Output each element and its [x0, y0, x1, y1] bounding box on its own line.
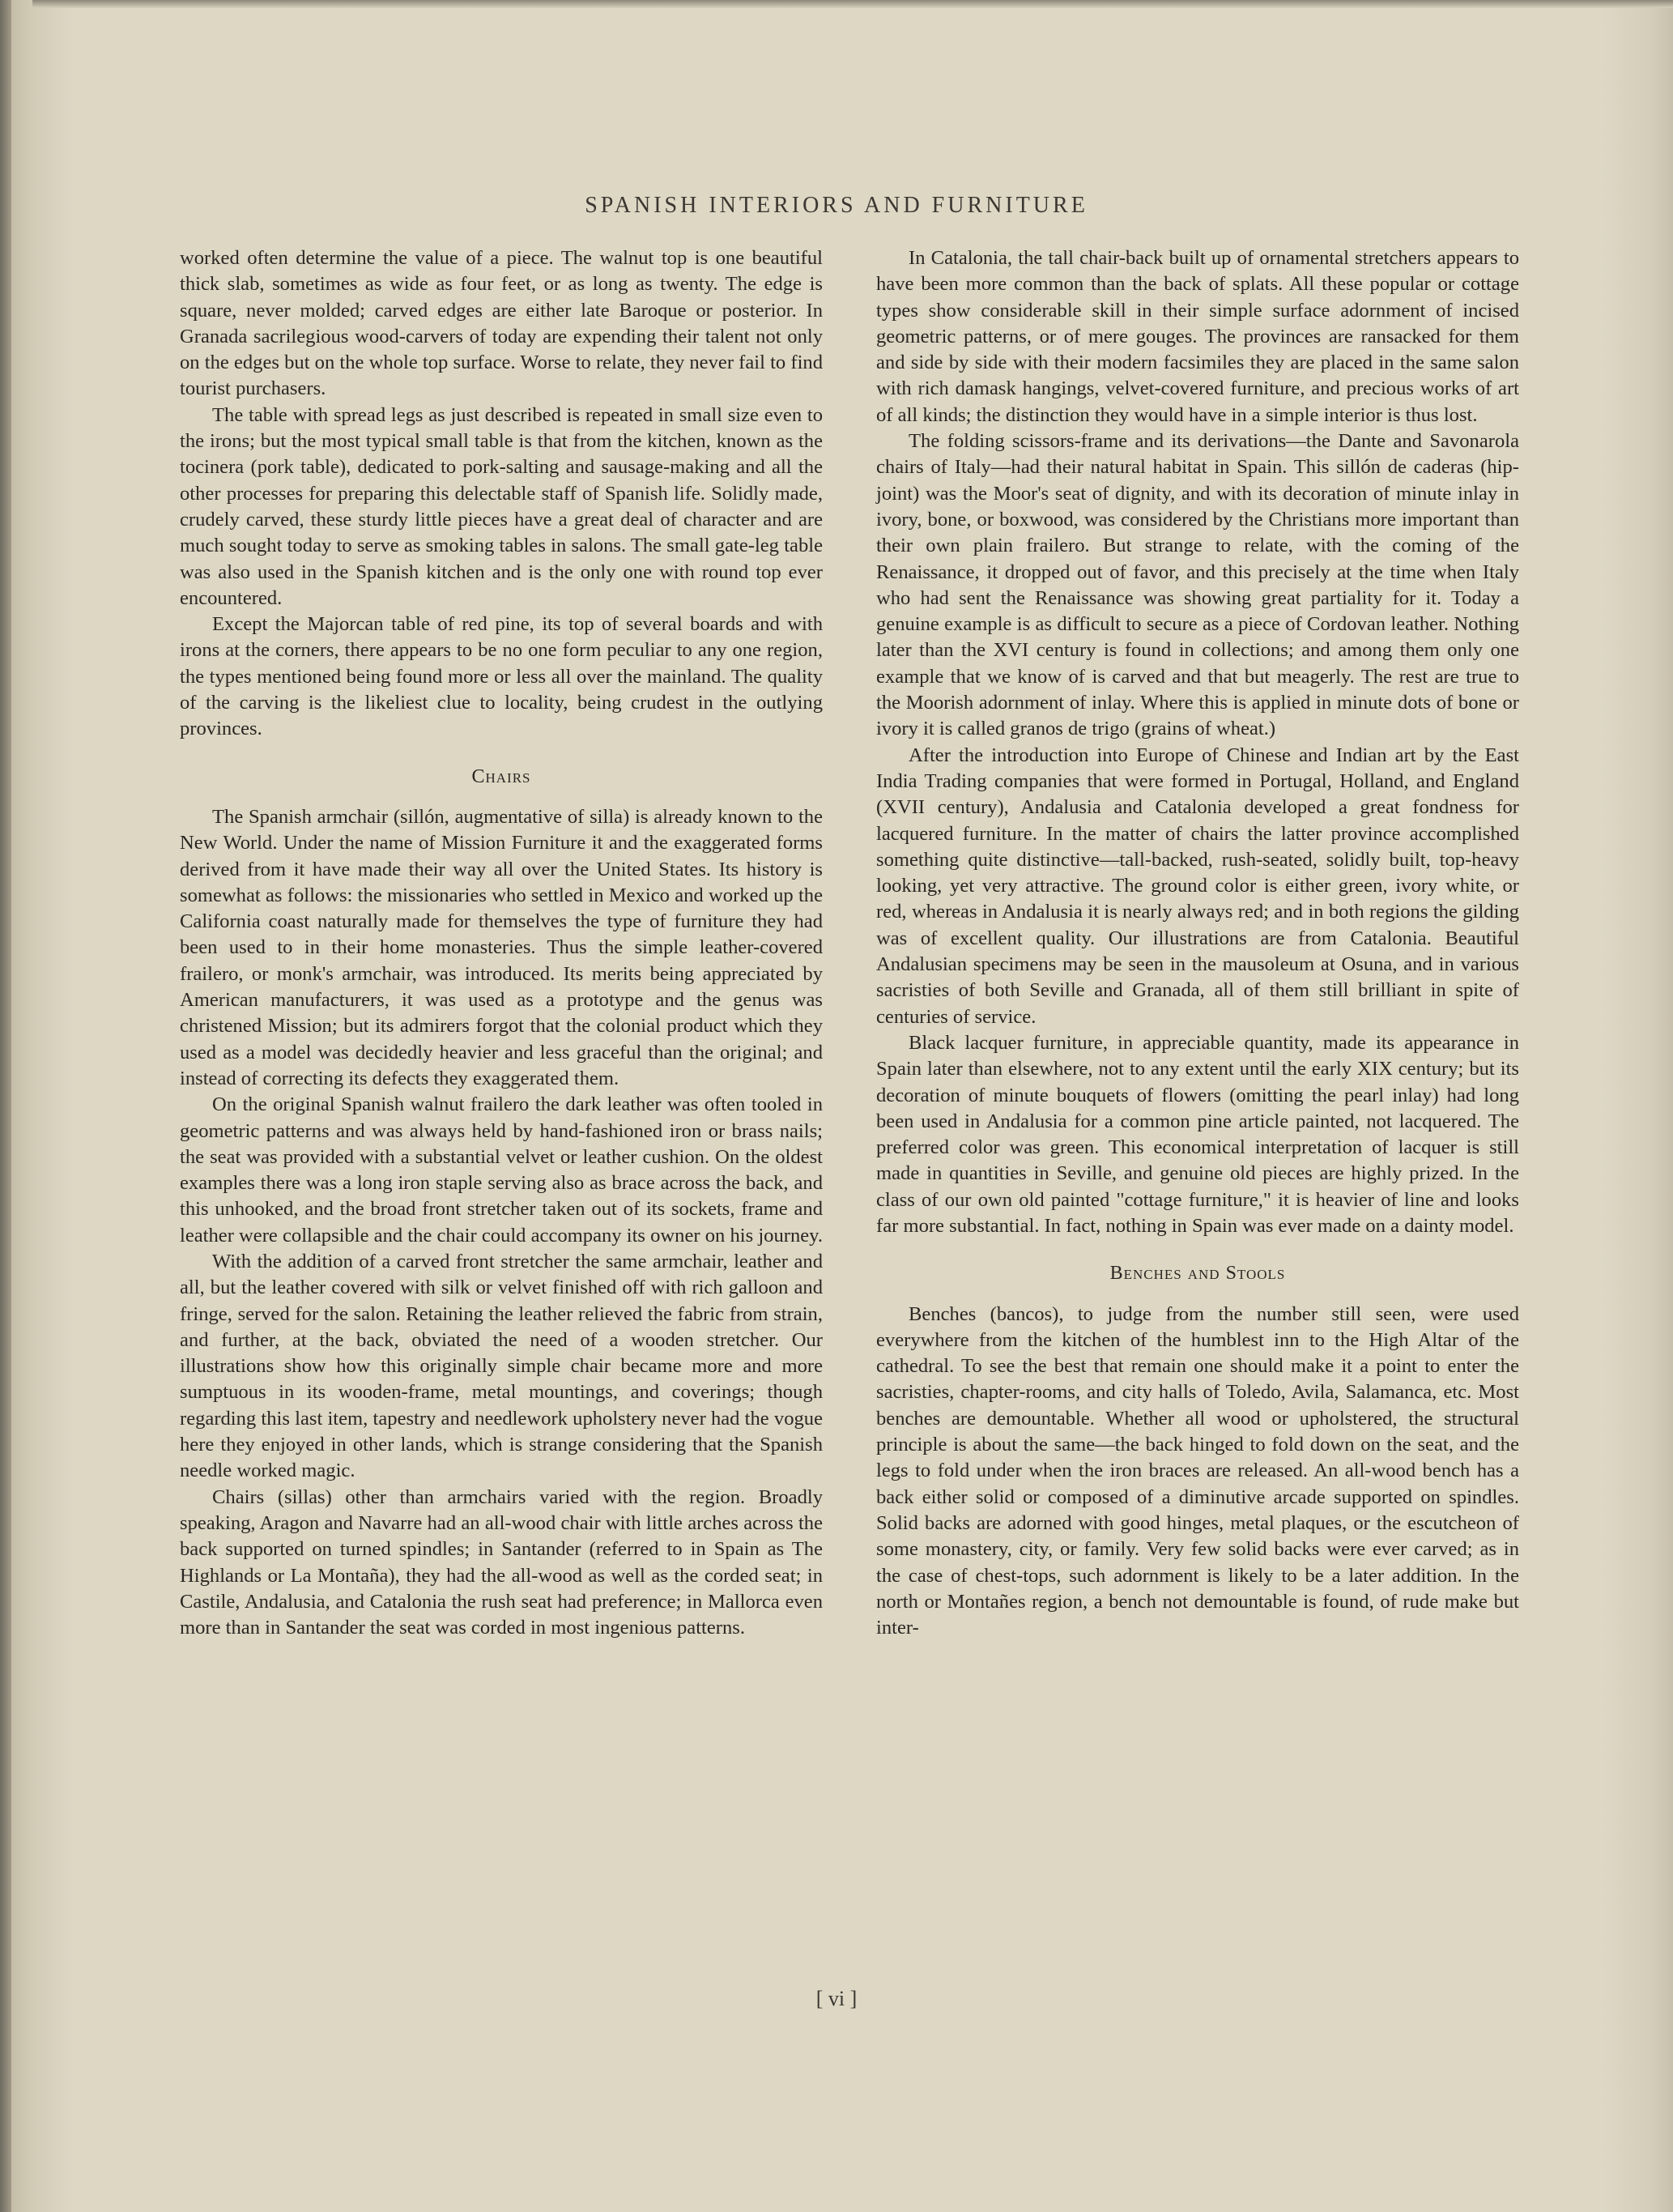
book-spine-shadow [0, 0, 11, 2212]
page-number: [ vi ] [815, 1987, 858, 2010]
paragraph: Benches (bancos), to judge from the number still seen, were used everywhere from the kitchen of the humblest inn to the High Altar of the cathedral. To see the best that remain one should make it a point to enter the sacristies, chapter-rooms, and city halls of Toledo, Avila, Salamanca, etc. Most benches are demountable. Whether all wood or upholstered, the structural principle is about the same—the back hinged to fold down on the seat, and the legs to fold under when the iron braces are released. An all-wood bench has a back either solid or composed of a diminutive arcade supported on spindles. Solid backs are adorned with good hinges, metal plaques, or the escutcheon of some monastery, city, or family. Very few solid backs were ever carved; as in the case of chest-tops, such adornment is likely to be a later addition. In the north or Montañes region, a bench not demountable is found, of rude make but inter- [876, 1302, 1519, 1639]
running-header: SPANISH INTERIORS AND FURNITURE [585, 193, 1088, 218]
right-column [876, 245, 1519, 1641]
paragraph: With the addition of a carved front stretcher the same armchair, leather and all, but the leather covered with silk or velvet finished off with rich galloon and fringe, served for the salon. Retaining the leather relieved the fabric from strain, and further, at the back, obviated the need of a wooden stretcher. Our illustrations show how this originally simple chair became more and more sumptuous in its wooden-frame, metal mountings, and coverings; though regarding this last item, tapestry and needlework upholstery never had the vogue here they enjoyed in other lands, which is strange considering that the Spanish needle worked magic. [180, 1250, 823, 1482]
left-column [180, 245, 823, 1641]
page-top-edge [32, 0, 1673, 8]
paragraph: The folding scissors-frame and its derivations—the Dante and Savonarola chairs of Italy—had their natural habitat in Spain. This sillón de caderas (hip-joint) was the Moor's seat of dignity, and with its decoration of minute inlay in ivory, bone, or boxwood, was considered by the Christians more important than their own plain frailero. But strange to relate, with the coming of the Renaissance, it dropped out of favor, and this precisely at the time when Italy who had sent the Renaissance was showing great partiality for it. Today a genuine example is as difficult to secure as a piece of Cordovan leather. Nothing later than the XVI century is found in collections; and among them only one example that we know of is carved and that but meagerly. The rest are true to the Moorish adornment of inlay. Where this is applied in minute dots of bone or ivory it is called granos de trigo (grains of wheat.) [876, 430, 1519, 740]
paragraph: Chairs (sillas) other than armchairs varied with the region. Broadly speaking, Aragon and Navarre had an all-wood chair with little arches across the back supported on turned spindles; in Santander (referred to in Spain as The Highlands or La Montaña), they had the all-wood as well as the corded seat; in Castile, Andalusia, and Catalonia the rush seat had preference; in Mallorca even more than in Santander the seat was corded in most ingenious patterns. [180, 1485, 823, 1639]
paragraph: In Catalonia, the tall chair-back built up of ornamental stretchers appears to have been more common than the back of splats. All these popular or cottage types show considerable skill in their simple surface adornment of incised geometric patterns, or of mere gouges. The provinces are ransacked for them and side by side with their modern facsimiles they are placed in the same salon with rich damask hangings, velvet-covered furniture, and precious works of art of all kinds; the distinction they would have in a simple interior is thus lost. [876, 247, 1519, 426]
paragraph: Except the Majorcan table of red pine, its top of several boards and with irons at the corners, there appears to be no one form peculiar to any one region, the types mentioned being found more or less all over the mainland. The quality of the carving is the likeliest clue to locality, being crudest in the outlying provinces. [180, 613, 823, 740]
paragraph: Black lacquer furniture, in appreciable quantity, made its appearance in Spain later than elsewhere, not to any extent until the early XIX century; but its decoration of minute bouquets of flowers (omitting the pearl inlay) had long been used in Andalusia for a common pine article painted, not lacquered. The preferred color was green. This economical interpretation of lacquer is still made in quantities in Seville, and genuine old pieces are highly prized. In the class of our own old painted "cottage furniture," it is heavier of line and looks far more substantial. In fact, nothing in Spain was ever made on a dainty model. [876, 1031, 1519, 1237]
paragraph: worked often determine the value of a piece. The walnut top is one beautiful thick slab, sometimes as wide as four feet, or as long as twenty. The edge is square, never molded; carved edges are either late Baroque or posterior. In Granada sacrilegious wood-carvers of today are expending their talent not only on the edges but on the whole top surface. Worse to relate, they never fail to find tourist purchasers. [180, 247, 823, 400]
paragraph: On the original Spanish walnut frailero the dark leather was often tooled in geometric patterns and was always held by hand-fashioned iron or brass nails; the seat was provided with a substantial velvet or leather cushion. On the oldest examples there was a long iron staple serving also as brace across the back, and this unhooked, and the broad front stretcher taken out of its sockets, frame and leather were collapsible and the chair could accompany its owner on his journey. [180, 1093, 824, 1247]
section-heading-benches: Benches and Stools [1109, 1263, 1286, 1285]
section-heading-chairs: Chairs [471, 765, 531, 787]
paragraph: The table with spread legs as just described is repeated in small size even to the irons; but the most typical small table is that from the kitchen, known as the tocinera (pork table), dedicated to pork-salting and sausage-making and all the other processes for preparing this delectable staff of Spanish life. Solidly made, crudely carved, these sturdy little pieces have a great deal of character and are much sought today to serve as smoking tables in salons. The small gate-leg table was also used in the Spanish kitchen and is the only one with round top ever encountered. [180, 403, 823, 609]
paragraph: After the introduction into Europe of Chinese and Indian art by the East India Trading companies that were formed in Portugal, Holland, and England (XVII century), Andalusia and Catalonia developed a great fondness for lacquered furniture. In the matter of chairs the latter province accomplished something quite distinctive—tall-backed, rush-seated, solidly built, top-heavy looking, yet very attractive. The ground color is either green, ivory white, or red, whereas in Andalusia it is nearly always red; and in both regions the gilding was of excellent quality. Our illustrations are from Catalonia. Beautiful Andalusian specimens may be seen in the mausoleum at Osuna, and in various sacristies of both Seville and Granada, all of them still brilliant in spite of centuries of service. [876, 744, 1519, 1028]
paragraph: The Spanish armchair (sillón, augmentative of silla) is already known to the New World. Under the name of Mission Furniture it and the exaggerated forms derived from it have made their way all over the United States. Its history is somewhat as follows: the missionaries who settled in Mexico and worked up the California coast naturally made for themselves the type of furniture they had been used to in their home monasteries. Thus the simple leather-covered frailero, or monk's armchair, was introduced. Its merits being appreciated by American manufacturers, it was used as a prototype and the genus was christened Mission; but its admirers forgot that the colonial product which they used as a model was decidedly heavier and less graceful than the original; and instead of correcting its defects they exaggerated them. [180, 805, 823, 1089]
